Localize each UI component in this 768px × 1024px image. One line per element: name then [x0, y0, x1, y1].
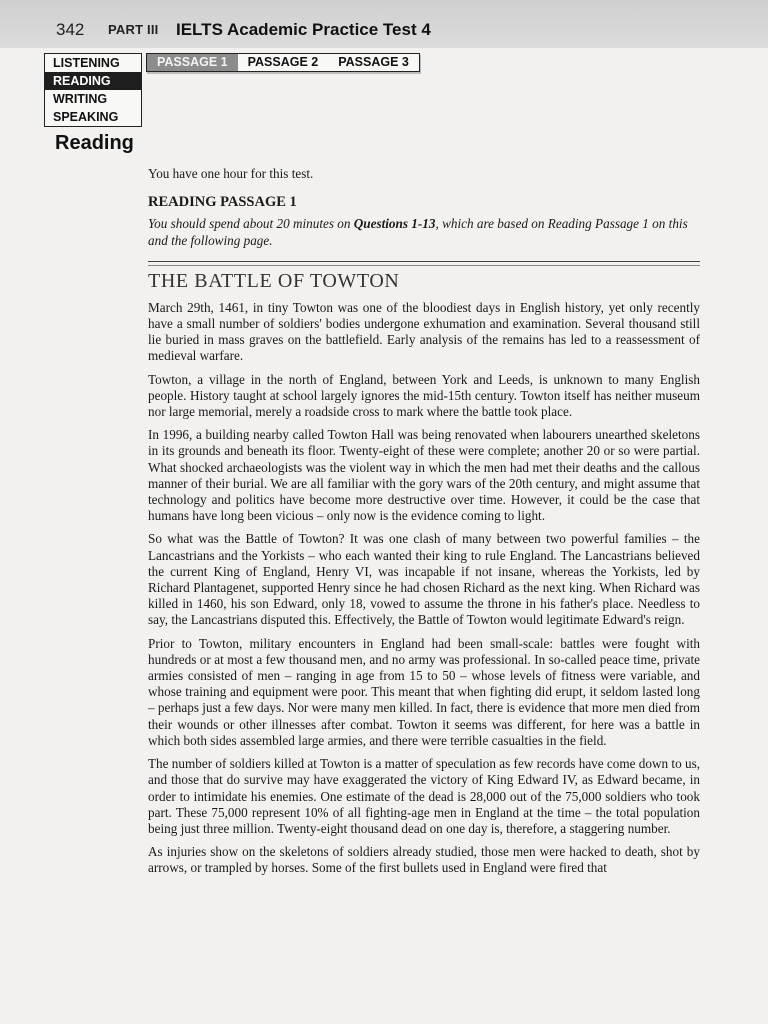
instructions	[148, 216, 700, 248]
section-item-speaking[interactable]: SPEAKING	[53, 110, 119, 124]
main-content	[148, 166, 700, 884]
intro-text: You have one hour for this test.	[148, 166, 314, 181]
section-item-writing[interactable]: WRITING	[53, 92, 108, 106]
passage-heading: READING PASSAGE 1	[148, 194, 297, 211]
tab-passage-2[interactable]: PASSAGE 2	[247, 55, 319, 69]
instructions-before: You should spend about 20 minutes on	[148, 216, 354, 232]
section-item-reading[interactable]: READING	[45, 72, 141, 90]
tab-passage-1[interactable]: PASSAGE 1	[147, 54, 238, 71]
article-paragraph: So what was the Battle of Towton? It was one clash of many between two powerful families – the Lancastrians and the Yorkists – who each wanted their king to rule England. The Lancastrians believed the current King of England, Henry VI, was incapable if not insane, whereas the Yorkists, led by Richard Plantagenet, supported Henry since he had chosen Richard as the next king. When Richard was killed in 1460, his son Edward, only 18, vowed to assume the throne in his father's place. Needless to say, the Lancastrians disputed this. Effectively, the Battle of Towton would legitimate Edward's reign.	[148, 531, 700, 628]
passage-tabs	[146, 53, 420, 72]
section-item-listening[interactable]: LISTENING	[53, 56, 120, 70]
article-title: THE BATTLE OF TOWTON	[148, 269, 400, 292]
article-paragraph: Towton, a village in the north of England, between York and Leeds, is unknown to many English people. History taught at school largely ignores the mid-15th century. Towton itself has neither museum nor large memorial, merely a roadside cross to mark where the battle took place.	[148, 371, 700, 420]
instructions-after: , which are based on Reading Passage 1 on this and the following page.	[148, 216, 688, 248]
divider	[148, 261, 700, 266]
article-paragraph: In 1996, a building nearby called Towton Hall was being renovated when labourers unearthed skeletons in its grounds and beneath its floor. Twenty-eight of these were complete; another 20 or so were partial. What shocked archaeologists was the violent way in which the men had met their deaths and the callous manner of their burial. We are all familiar with the gory wars of the 20th century, and might assume that technology and politics have become more destructive over time. However, it could be the case that humans have long been vicious – only now is the evidence coming to light.	[148, 427, 700, 524]
article-paragraph: As injuries show on the skeletons of soldiers already studied, those men were hacked to death, shot by arrows, or trampled by horses. Some of the first bullets used in England were fired that	[148, 844, 700, 876]
article-paragraph: March 29th, 1461, in tiny Towton was one of the bloodiest days in English history, yet only recently have a small number of soldiers' bodies undergone exhumation and examination. Several thousand still lie buried in mass graves on the battlefield. Early analysis of the remains has led to a reassessment of medieval warfare.	[148, 299, 700, 364]
section-heading: Reading	[55, 132, 134, 154]
article-paragraph: The number of soldiers killed at Towton is a matter of speculation as few records have come down to us, and those that do survive may have exaggerated the victory of King Edward IV, as Edward became, in order to intimidate his enemies. One estimate of the dead is 28,000 out of the 75,000 soldiers who took part. These 75,000 represent 10% of all fighting-age men in England at the time – the total population being just three million. Twenty-eight thousand dead on one day is, therefore, a staggering number.	[148, 756, 700, 836]
tab-passage-3[interactable]: PASSAGE 3	[338, 55, 409, 69]
part-label: PART III	[108, 22, 159, 37]
page-title: IELTS Academic Practice Test 4	[176, 20, 431, 39]
article-paragraph: Prior to Towton, military encounters in England had been small-scale: battles were fought with hundreds or at most a few thousand men, and no army was professional. In so-called peace time, private armies consisted of men – ranging in age from 15 to 50 – whose levels of fitness were variable, and whose training and equipment were poor. This meant that when fighting did erupt, it seldom lasted long – perhaps just a few days. Nor were many men killed. In fact, there is evidence that more men died from their wounds or other illnesses after combat. Towton it seems was different, for here was a battle in which both sides assembled large armies, and there were terrible casualties in the field.	[148, 635, 700, 748]
instructions-questions: Questions 1-13	[353, 216, 436, 232]
section-nav	[44, 53, 142, 127]
page-number: 342	[56, 20, 85, 39]
